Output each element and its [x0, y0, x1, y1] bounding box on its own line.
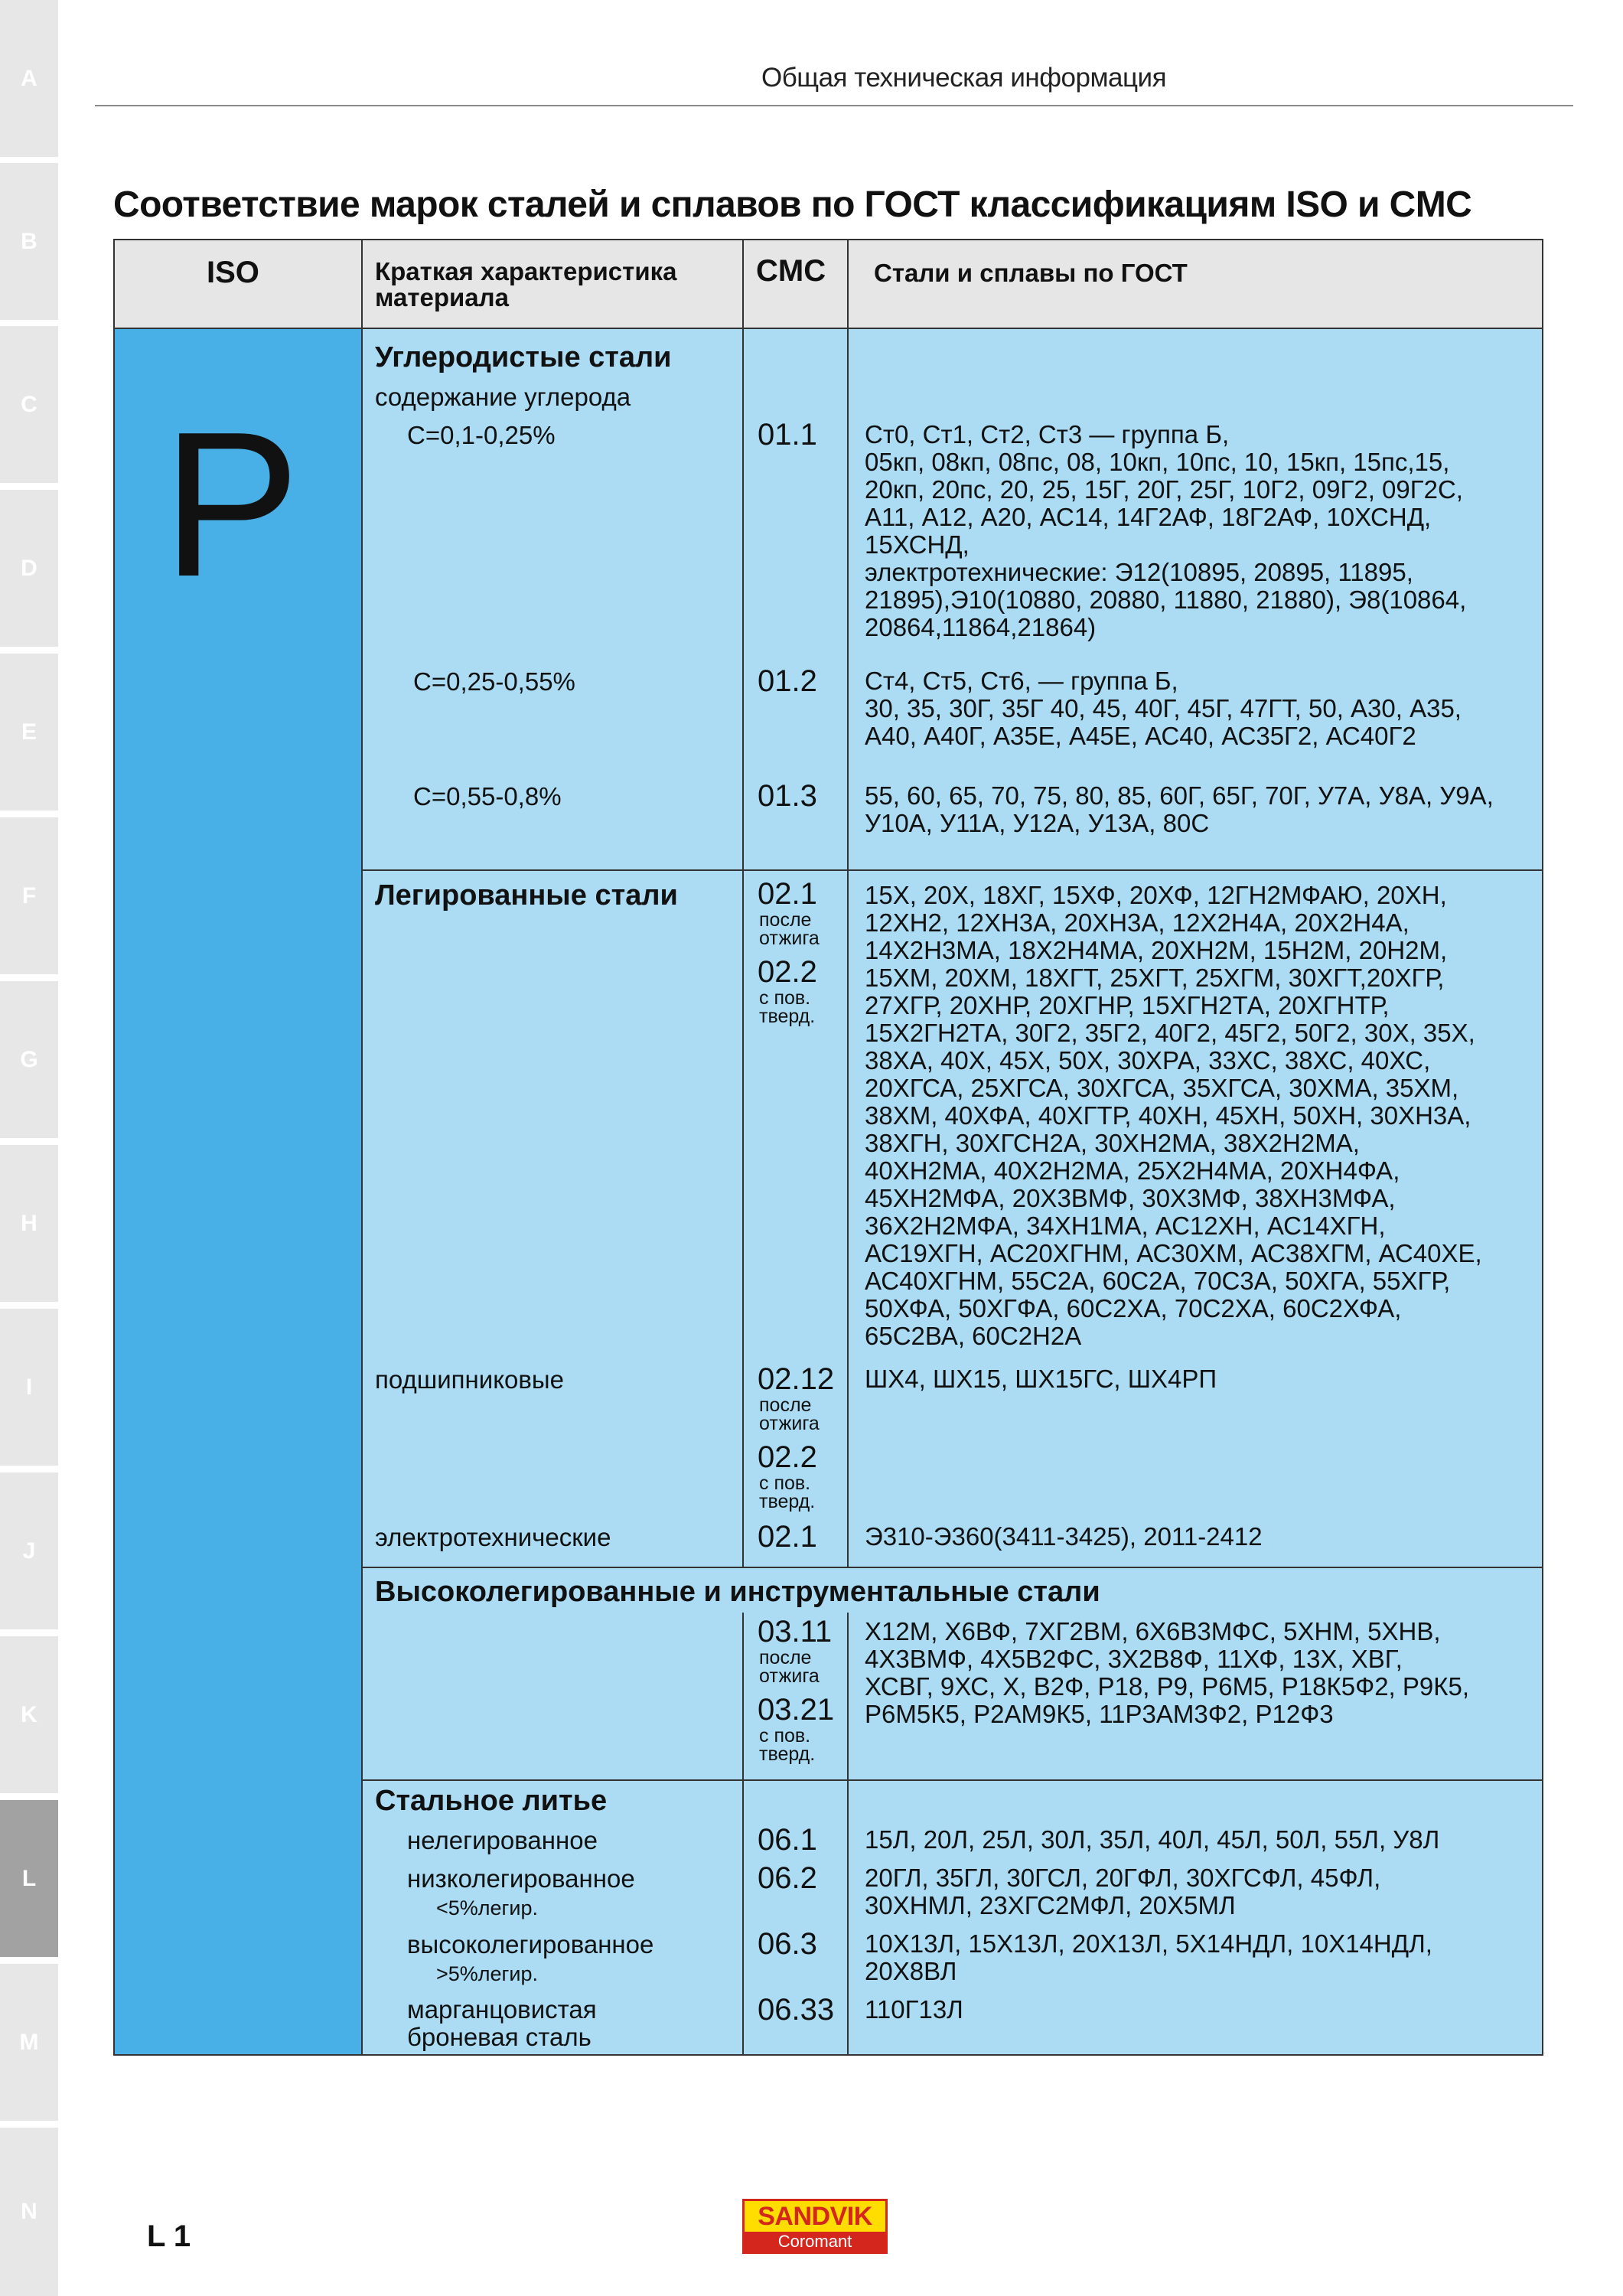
bearing-note-1: после отжига [759, 1394, 820, 1434]
highalloy-cmc-1: 03.11 [758, 1615, 833, 1649]
casting-r1-desc: нелегированное [407, 1826, 598, 1854]
section-title-carbon: Углеродистые стали [375, 341, 672, 373]
header-divider [95, 105, 1573, 106]
iso-group-letter: P [162, 390, 301, 620]
row-divider-highalloy [361, 1779, 1543, 1781]
steel-grade-table [113, 239, 1543, 2056]
side-tab-d[interactable]: D [0, 490, 58, 647]
bearing-gost: ШХ4, ШХ15, ШХ15ГС, ШХ4РП [865, 1365, 1217, 1393]
electro-desc: электротехнические [375, 1523, 611, 1551]
casting-r1-cmc: 06.1 [758, 1823, 817, 1857]
casting-r3-cmc: 06.3 [758, 1927, 817, 1961]
header-cmc: CMC [756, 254, 826, 288]
section-title-highalloy: Высоколегированные и инструментальные стали [375, 1576, 1100, 1608]
bearing-cmc-1: 02.12 [758, 1362, 835, 1396]
casting-r4-cmc: 06.33 [758, 1993, 835, 2027]
side-tab-a[interactable]: A [0, 0, 58, 157]
side-tab-k[interactable]: K [0, 1636, 58, 1793]
highalloy-gost: Х12М, Х6ВФ, 7ХГ2ВМ, 6Х6В3МФС, 5ХНМ, 5ХНВ, 4Х3ВМФ, 4Х5В2ФС, 3Х2В8Ф, 11ХФ, 13Х, ХВГ, ХСВГ, 9ХС, Х, В2Ф, Р18, Р9, Р6М5, Р18К5Ф2, Р9К5, Р6М5К5, Р2АМ9К5, 11Р3АМ3Ф2, Р12Ф3 [865, 1617, 1469, 1728]
section-title-casting: Стальное литье [375, 1785, 608, 1817]
section-header-title: Общая техническая информация [761, 63, 1167, 93]
page-title: Соответствие марок сталей и сплавов по ГОСТ классификациям ISO и CMC [113, 184, 1472, 225]
casting-r3-desc: высоколегированное [407, 1930, 654, 1958]
side-tab-e[interactable]: E [0, 654, 58, 810]
logo-sub: Coromant [745, 2232, 885, 2252]
col-divider-3a [847, 240, 849, 1567]
alloy-gost: 15Х, 20Х, 18ХГ, 15ХФ, 20ХФ, 12ГН2МФАЮ, 20ХН, 12ХН2, 12ХН3А, 20ХН3А, 12Х2Н4А, 20Х2Н4А, 14Х2Н3МА, 18Х2Н4МА, 20ХН2М, 15Н2М, 20Н2М, 15ХМ, 20ХМ, 18ХГТ, 25ХГТ, 25ХГМ, 30ХГТ,20ХГР, 27ХГР, 20ХНР, 20ХГНР, 15ХГН2ТА, 20ХГНТР, 15Х2ГН2ТА, 30Г2, 35Г2, 40Г2, 45Г2, 50Г2, 30Х, 35Х, 38ХА, 40Х, 45Х, 50Х, 30ХРА, 33ХС, 38ХС, 40ХС, 20ХГСА, 25ХГСА, 30ХГСА, 35ХГСА, 30ХМА, 35ХМ, 38ХМ, 40ХФА, 40ХГТР, 40ХН, 45ХН, 50ХН, 30ХН3А, 38ХГН, 30ХГСН2А, 30ХН2МА, 38Х2Н2МА, 40ХН2МА, 40Х2Н2МА, 25Х2Н4МА, 20ХН4ФА, 45ХН2МФА, 20Х3ВМФ, 30Х3МФ, 38ХН3МФА, 36Х2Н2МФА, 34ХН1МА, АС12ХН, АС14ХГН, АС19ХГН, АС20ХГНМ, АС30ХМ, АС38ХГМ, АС40ХЕ, АС40ХГНМ, 55С2А, 60С2А, 70С3А, 50ХГА, 55ХГР, 50ХФА, 50ХГФА, 60С2ХА, 70С2ХА, 60С2ХФА, 65С2ВА, 60С2Н2А [865, 881, 1482, 1350]
casting-r4-gost: 110Г13Л [865, 1995, 963, 2024]
carbon-r2-gost: Ст4, Ст5, Ст6, — группа Б, 30, 35, 30Г, 35Г 40, 45, 40Г, 45Г, 47ГТ, 50, А30, А35, А40, А40Г, А35Е, А45Е, АС40, АС35Г2, АС40Г2 [865, 667, 1462, 750]
side-tab-m[interactable]: M [0, 1964, 58, 2121]
casting-r4-desc: марганцовистая броневая сталь [407, 1995, 597, 2051]
side-tab-bar [0, 0, 58, 2296]
carbon-r1-desc: C=0,1-0,25% [407, 421, 556, 449]
side-tab-h[interactable]: H [0, 1145, 58, 1302]
sandvik-logo [742, 2199, 888, 2254]
carbon-r3-cmc: 01.3 [758, 779, 817, 813]
table-header-row [115, 240, 1542, 329]
section-title-alloy: Легированные стали [375, 879, 678, 912]
side-tab-f[interactable]: F [0, 817, 58, 974]
page-number: L 1 [147, 2219, 191, 2253]
logo-brand: SANDVIK [758, 2202, 872, 2231]
alloy-cmc-1: 02.1 [758, 877, 817, 911]
casting-r2-desc: низколегированное [407, 1864, 635, 1893]
electro-cmc: 02.1 [758, 1520, 817, 1554]
col-divider-1 [361, 240, 363, 2054]
alloy-cmc-2: 02.2 [758, 955, 817, 989]
highalloy-cmc-2: 03.21 [758, 1693, 835, 1727]
bearing-note-2: с пов. тверд. [759, 1473, 816, 1512]
carbon-r1-cmc: 01.1 [758, 418, 817, 452]
header-iso: ISO [207, 256, 259, 289]
side-tab-j[interactable]: J [0, 1473, 58, 1629]
carbon-r1-gost: Ст0, Ст1, Ст2, Ст3 — группа Б, 05кп, 08кп, 08пс, 08, 10кп, 10пс, 10, 15кп, 15пс,15, 20кп, 20пс, 20, 25, 15Г, 20Г, 25Г, 10Г2, 09Г2, 09Г2С, А11, А12, А20, АС14, 14Г2АФ, 18Г2АФ, 10ХСНД, 15ХСНД, электротехнические: Э12(10895, 20895, 11895, 21895),Э10(10880, 20880, 11880, 21880), Э8(10864, 20864,11864,21864) [865, 420, 1467, 641]
col-divider-2b [742, 1613, 744, 2054]
casting-r1-gost: 15Л, 20Л, 25Л, 30Л, 35Л, 40Л, 45Л, 50Л, 55Л, У8Л [865, 1825, 1440, 1854]
bearing-cmc-2: 02.2 [758, 1440, 817, 1474]
casting-r3-gost: 10Х13Л, 15Х13Л, 20Х13Л, 5Х14НДЛ, 10Х14НДЛ, 20Х8ВЛ [865, 1929, 1432, 1985]
row-divider-alloy [361, 1567, 1543, 1568]
alloy-note-1: после отжига [759, 909, 820, 949]
alloy-note-2: с пов. тверд. [759, 987, 816, 1027]
carbon-r2-desc: C=0,25-0,55% [413, 667, 575, 696]
side-tab-i[interactable]: I [0, 1309, 58, 1466]
casting-r2-cmc: 06.2 [758, 1861, 817, 1895]
side-tab-l[interactable]: L [0, 1800, 58, 1957]
side-tab-b[interactable]: B [0, 163, 58, 320]
casting-r2-gost: 20ГЛ, 35ГЛ, 30ГСЛ, 20ГФЛ, 30ХГСФЛ, 45ФЛ, 30ХНМЛ, 23ХГС2МФЛ, 20Х5МЛ [865, 1864, 1381, 1919]
carbon-r3-gost: 55, 60, 65, 70, 75, 80, 85, 60Г, 65Г, 70Г, У7А, У8А, У9А, У10А, У11А, У12А, У13А, 80С [865, 781, 1494, 837]
header-gost: Стали и сплавы по ГОСТ [874, 259, 1188, 287]
casting-r2-sub: <5%легир. [436, 1896, 539, 1919]
col-divider-3b [847, 1613, 849, 2054]
electro-gost: Э310-Э360(3411-3425), 2011-2412 [865, 1522, 1263, 1551]
casting-r3-sub: >5%легир. [436, 1962, 539, 1985]
header-description: Краткая характеристика материала [375, 257, 677, 311]
highalloy-note-2: с пов. тверд. [759, 1725, 816, 1765]
highalloy-note-1: после отжига [759, 1647, 820, 1687]
bearing-desc: подшипниковые [375, 1365, 564, 1394]
side-tab-n[interactable]: N [0, 2128, 58, 2296]
carbon-r2-cmc: 01.2 [758, 664, 817, 698]
row-divider-carbon [361, 869, 1543, 871]
carbon-r3-desc: C=0,55-0,8% [413, 782, 562, 810]
carbon-subtitle: содержание углерода [375, 383, 631, 411]
col-divider-2a [742, 240, 744, 1567]
side-tab-c[interactable]: C [0, 326, 58, 483]
side-tab-g[interactable]: G [0, 981, 58, 1138]
iso-group-band [115, 329, 361, 2054]
